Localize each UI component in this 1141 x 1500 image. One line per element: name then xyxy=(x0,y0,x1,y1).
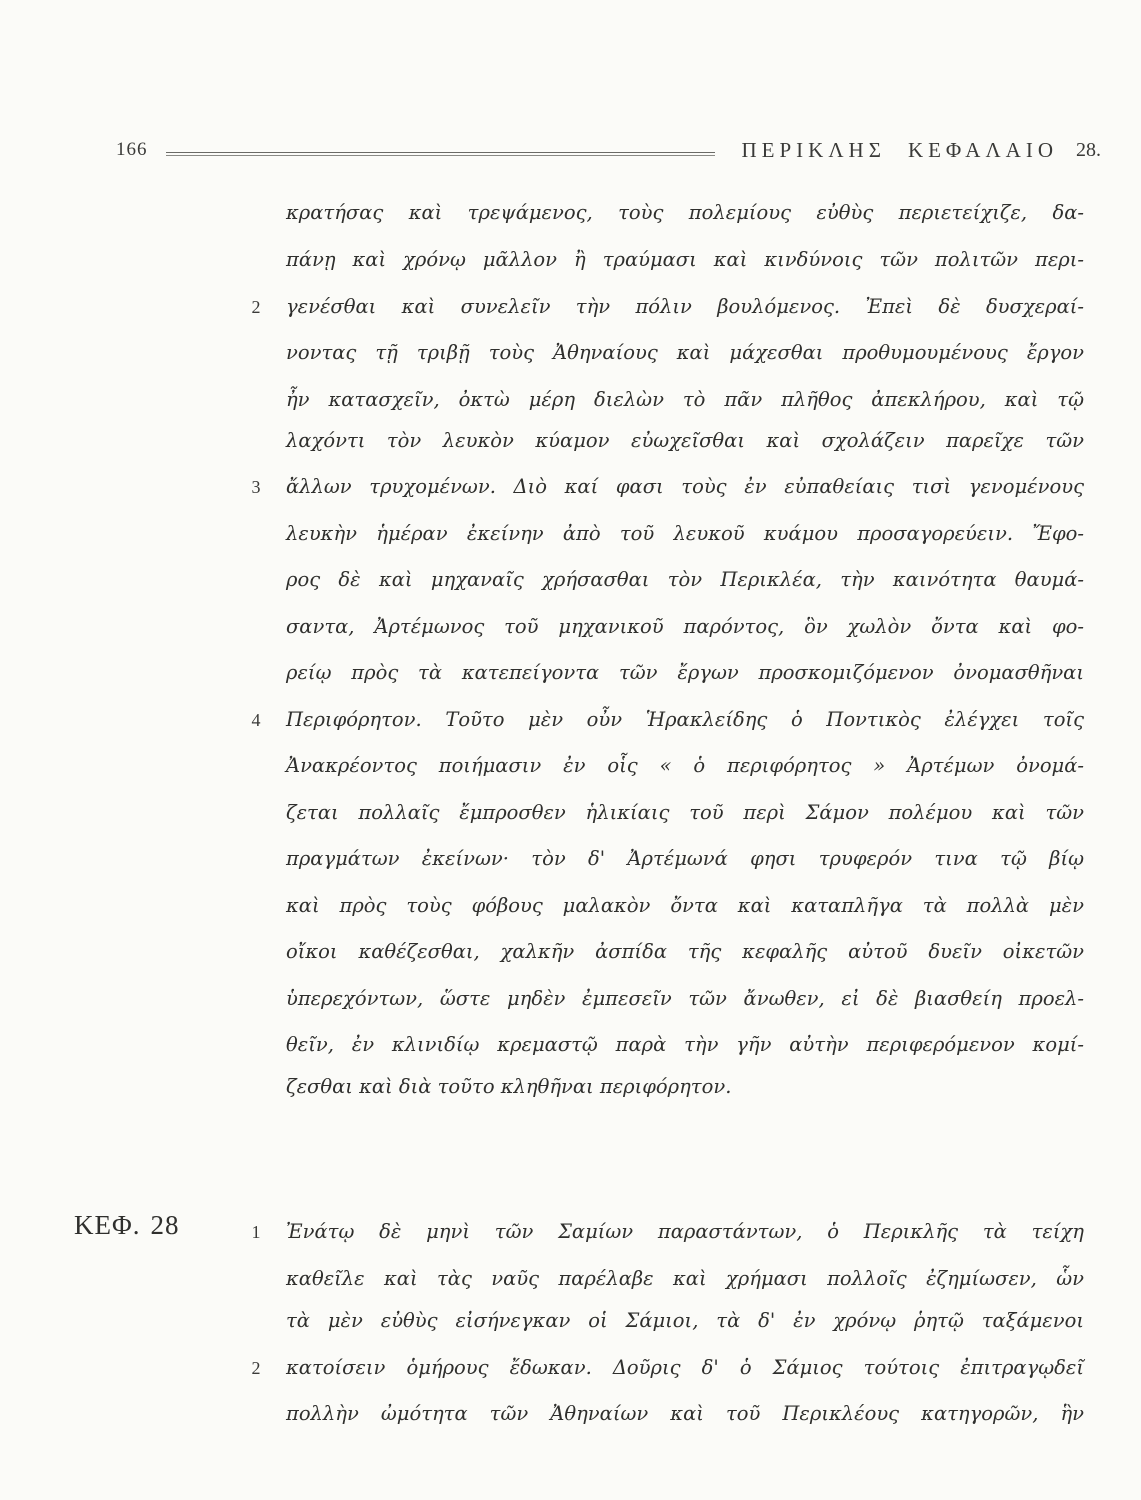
text-line: καθεῖλε καὶ τὰς ναῦς παρέλαβε καὶ χρήμασι πολλοῖς ἐζημίωσεν, ὧν xyxy=(286,1267,1084,1290)
text-line: οἴκοι καθέζεσθαι, χαλκῆν ἀσπίδα τῆς κεφαλῆς αὐτοῦ δυεῖν οἰκετῶν xyxy=(286,940,1084,963)
text-line: ἦν κατασχεῖν, ὀκτὼ μέρη διελὼν τὸ πᾶν πλῆθος ἀπεκλήρου, καὶ τῷ xyxy=(286,388,1084,411)
running-title: ΠΕΡΙΚΛΗΣ xyxy=(741,137,886,162)
text-line: ζεται πολλαῖς ἔμπροσθεν ἡλικίαις τοῦ περὶ Σάμον πολέμου καὶ τῶν xyxy=(286,801,1084,824)
page-number: 166 xyxy=(116,139,148,160)
text-line: ζεσθαι καὶ διὰ τοῦτο κληθῆναι περιφόρητον. xyxy=(286,1075,732,1098)
text-line: λευκὴν ἡμέραν ἐκείνην ἀπὸ τοῦ λευκοῦ κυάμου προσαγορεύειν. Ἔφο- xyxy=(286,522,1084,545)
text-line: πραγμάτων ἐκείνων· τὸν δ' Ἀρτέμωνά φησι τρυφερόν τινα τῷ βίῳ xyxy=(286,847,1084,870)
section-number: 1 xyxy=(251,1222,261,1242)
text-line: πολλὴν ὠμότητα τῶν Ἀθηναίων καὶ τοῦ Περικλέους κατηγορῶν, ἣν xyxy=(286,1402,1084,1425)
text-line: κρατήσας καὶ τρεψάμενος, τοὺς πολεμίους εὐθὺς περιετείχιζε, δα- xyxy=(286,201,1084,224)
text-line: Ἐνάτῳ δὲ μηνὶ τῶν Σαμίων παραστάντων, ὁ Περικλῆς τὰ τείχη xyxy=(286,1220,1084,1243)
text-line: Ἀνακρέοντος ποιήμασιν ἐν οἷς « ὁ περιφόρητος » Ἀρτέμων ὀνομά- xyxy=(286,754,1084,777)
text-line: γενέσθαι καὶ συνελεῖν τὴν πόλιν βουλόμενος. Ἐπεὶ δὲ δυσχεραί- xyxy=(286,295,1084,318)
running-chapter-word: ΚΕΦΑΛΑΙΟ xyxy=(907,137,1058,162)
running-chapter-number: 28. xyxy=(1076,138,1101,161)
text-line: καὶ πρὸς τοὺς φόβους μαλακὸν ὄντα καὶ καταπλῆγα τὰ πολλὰ μὲν xyxy=(286,894,1084,917)
section-number: 3 xyxy=(251,477,261,497)
text-line: ἄλλων τρυχομένων. Διὸ καί φασι τοὺς ἐν εὐπαθείαις τισὶ γενομένους xyxy=(286,475,1084,498)
chapter-marker-number: 28 xyxy=(150,1210,180,1240)
text-line: ὑπερεχόντων, ὥστε μηδὲν ἐμπεσεῖν τῶν ἄνωθεν, εἰ δὲ βιασθείη προελ- xyxy=(286,987,1084,1010)
section-number: 2 xyxy=(251,297,261,317)
text-line: λαχόντι τὸν λευκὸν κύαμον εὐωχεῖσθαι καὶ σχολάζειν παρεῖχε τῶν xyxy=(286,429,1084,452)
section-number: 2 xyxy=(251,1358,261,1378)
text-line: θεῖν, ἐν κλινιδίῳ κρεμαστῷ παρὰ τὴν γῆν αὐτὴν περιφερόμενον κομί- xyxy=(286,1033,1084,1056)
text-line: πάνῃ καὶ χρόνῳ μᾶλλον ἢ τραύμασι καὶ κινδύνοις τῶν πολιτῶν περι- xyxy=(286,248,1084,271)
text-line: κατοίσειν ὁμήρους ἔδωκαν. Δοῦρις δ' ὁ Σάμιος τούτοις ἐπιτραγῳδεῖ xyxy=(286,1356,1084,1379)
text-line: ρείῳ πρὸς τὰ κατεπείγοντα τῶν ἔργων προσκομιζόμενον ὀνομασθῆναι xyxy=(286,661,1084,684)
text-line: ρος δὲ καὶ μηχαναῖς χρήσασθαι τὸν Περικλέα, τὴν καινότητα θαυμά- xyxy=(286,568,1084,591)
text-line: τὰ μὲν εὐθὺς εἰσήνεγκαν οἱ Σάμιοι, τὰ δ' ἐν χρόνῳ ῥητῷ ταξάμενοι xyxy=(286,1309,1084,1332)
text-line: Περιφόρητον. Τοῦτο μὲν οὖν Ἡρακλείδης ὁ Ποντικὸς ἐλέγχει τοῖς xyxy=(286,708,1084,731)
text-line: νοντας τῇ τριβῇ τοὺς Ἀθηναίους καὶ μάχεσθαι προθυμουμένους ἔργον xyxy=(286,341,1084,364)
section-number: 4 xyxy=(251,710,261,730)
text-line: σαντα, Ἀρτέμωνος τοῦ μηχανικοῦ παρόντος, ὃν χωλὸν ὄντα καὶ φο- xyxy=(286,615,1084,638)
chapter-marker-label: ΚΕΦ. xyxy=(74,1210,141,1240)
